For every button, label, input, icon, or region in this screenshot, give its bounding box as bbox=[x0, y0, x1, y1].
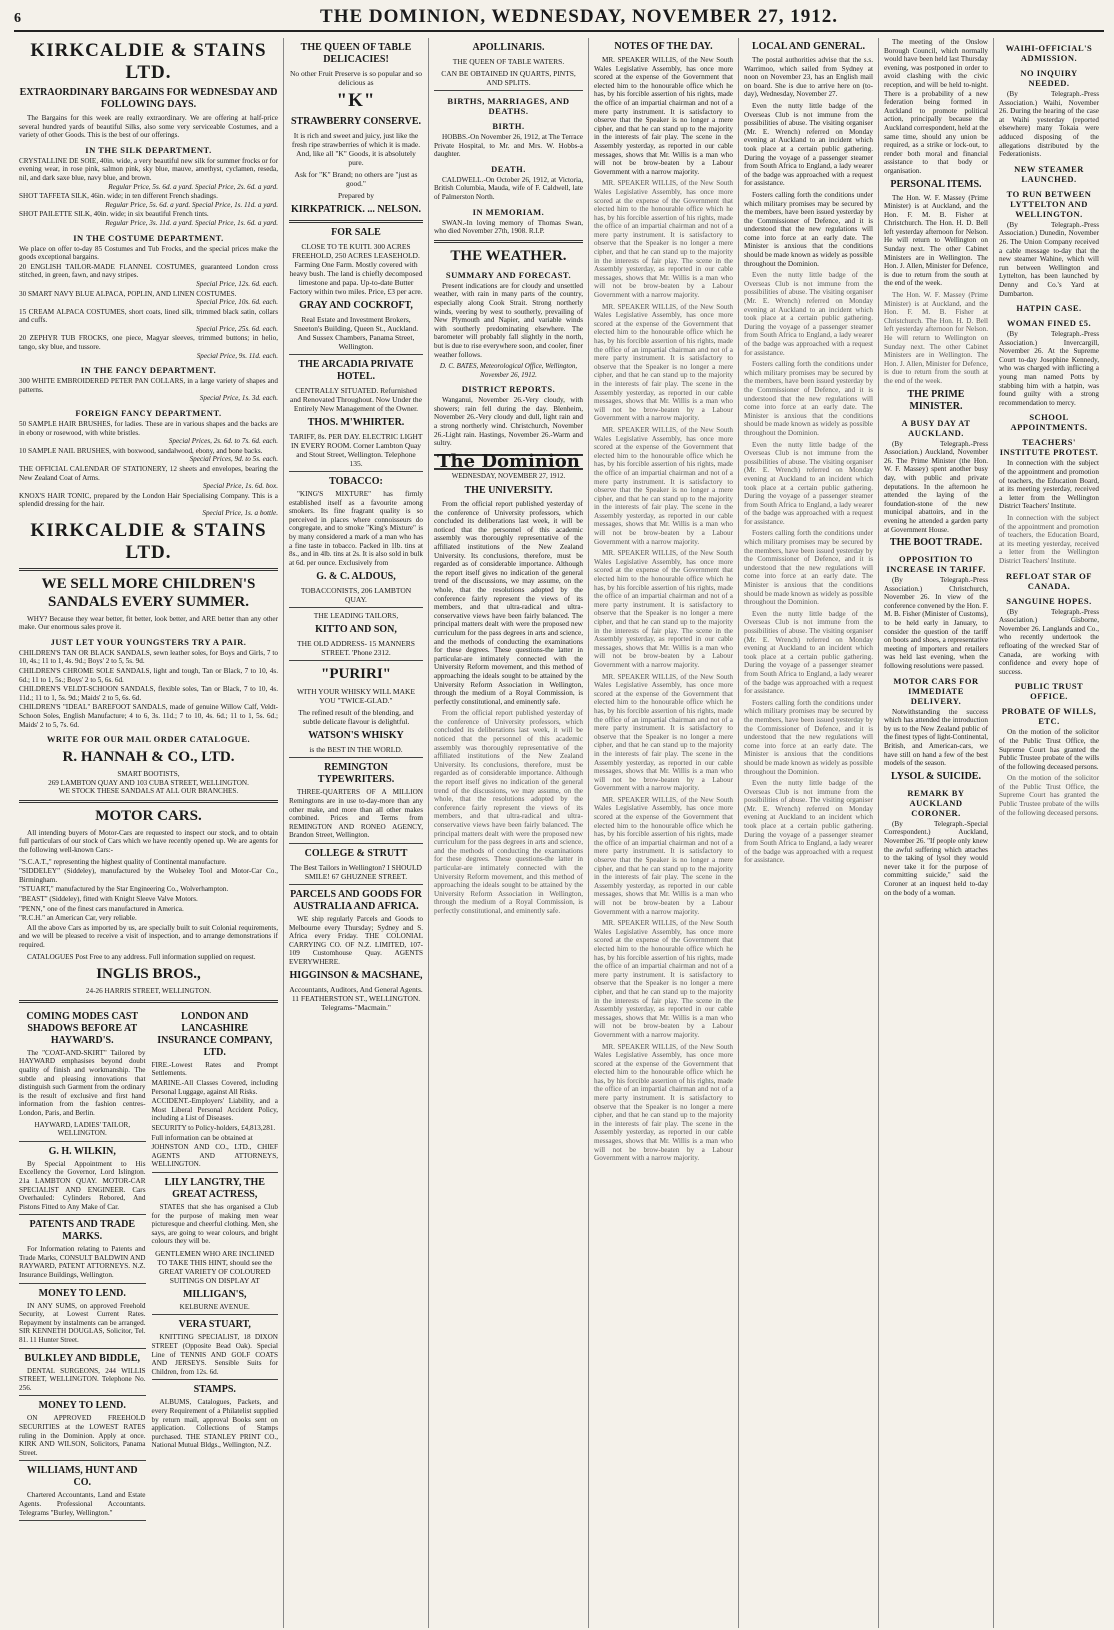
tailors-title: THE LEADING TAILORS, bbox=[313, 611, 399, 621]
inglis-name: INGLIS BROS., bbox=[96, 966, 201, 983]
product-price: Special Price, 12s. 6d. each. bbox=[196, 279, 278, 288]
weather-sub: SUMMARY AND FORECAST. bbox=[445, 269, 572, 280]
list-item: FIRE.-Lowest Rates and Prompt Settlements. bbox=[151, 1060, 278, 1078]
hannah-sub: SMART BOOTISTS, bbox=[117, 770, 180, 779]
product-price: Special Prices, 9d. to 5s. each. bbox=[189, 455, 278, 464]
product-description: KNOX'S HAIR TONIC, prepared by the London Hair Specialising Company. This is a splendid dressing for the hair. bbox=[19, 491, 278, 509]
divider bbox=[19, 1395, 146, 1396]
higginson-body: Accountants, Auditors, And General Agents. 11 FEATHERSTON ST., WELLINGTON. Telegrams-"Macmain." bbox=[289, 985, 423, 1013]
apollinaris-title: APOLLINARIS. bbox=[472, 42, 545, 53]
lysol-body: (By Telegraph.-Special Correspondent.) Auckland, November 26. "If people only knew the awful suffering which attaches to the taking of lysol they would never take it for the purpose of committing suicide," said the Coroner at an inquest held to-day on the body of a woman. bbox=[884, 819, 988, 897]
paper-nameplate: The Dominion bbox=[434, 454, 583, 471]
list-item: CHILDREN'S "IDEAL" BAREFOOT SANDALS, made of genuine Willow Calf, Veldt-Schoon Soles, English Manufacture; 4 to 6, 3s. 11d.; 7 to 10, 4s. 6d.; 11 to 1, 5s. 6d.; Maids' 2 to 5, 7s. 6d. bbox=[19, 703, 278, 729]
product-item bbox=[19, 447, 278, 464]
list-item: CHILDREN'S VELDT-SCHOON SANDALS, flexible soles, Tan or Black, 7 to 10, 4s. 11d.; 11 to 1, 5s. 9d.; Maids' 2 to 5, 6s. 6d. bbox=[19, 685, 278, 702]
higginson-name: HIGGINSON & MACSHANE, bbox=[289, 970, 423, 982]
sale-title: FOR SALE bbox=[331, 227, 381, 238]
london-title: LONDON AND LANCASHIRE INSURANCE COMPANY, LTD. bbox=[157, 1010, 273, 1058]
list-item: CHILDREN'S CHROME SOLE SANDALS, light and tough, Tan or Black, 7 to 10, 4s. 6d.; 11 to 1, 5s.; Boys' 2 to 5, 6s. 6d. bbox=[19, 666, 278, 684]
product-description: 30 SMART NAVY BLUE ALPACA, POPLIN, AND LINEN COSTUMES. bbox=[19, 289, 237, 298]
list-item: "R.C.H." an American Car, very reliable. bbox=[19, 914, 137, 923]
waihi-body: (By Telegraph.-Press Association.) Waihi, November 26. During the hearing of the case at Waihi yesterday (reported elsewhere) many Tokaia were adduced disposing of the allegations distributed by the Federationists. bbox=[999, 90, 1099, 159]
divider bbox=[152, 1379, 279, 1380]
foreign-items bbox=[19, 420, 278, 518]
list-item: Full information can be obtained at bbox=[151, 1133, 253, 1142]
local-body-cont5: Even the nutty little badge of the Overseas Club is not immune from the possibilities of abuse. The visiting organiser (Mr. E. Wrench) referred on Monday evening at Auckland to an incident which took place at a certain public gathering. During the voyage of a passenger steamer from South Africa to England, a lady wearer of the badge was approached with a request for assistance. bbox=[744, 609, 873, 696]
onslow-body: The meeting of the Onslow Borough Council, which normally would have been held last Thursday evening, was postponed in order to avoid clashing with the civic reception, and will be held to-night. There is a probability of a new federation being formed in Auckland to promote political action, principally because the Auckland correspondent, held at the same time, should any union be required, as a strike or lock-out, to render both moral and financial assistance to that body or organisation. bbox=[884, 38, 988, 175]
bmd-heading: BIRTHS, MARRIAGES, AND DEATHS. bbox=[447, 96, 570, 116]
gray-body: Real Estate and Investment Brokers, Sneeton's Building, Queen St., Auckland. And Sussex Chambers, Panama Street, Wellington. bbox=[293, 315, 419, 351]
remington-body: THREE-QUARTERS OF A MILLION Remingtons are in use to-day-more than any other make, and more than all other makes combined. Prices and Terms from REMINGTON AND RONEO AGENCY, Brandon Street, Wellington. bbox=[289, 788, 423, 840]
memoriam-notice: SWAN.-In loving memory of Thomas Swan, who died November 27th, 1908. R.I.P. bbox=[434, 218, 583, 236]
list-item: CHILDREN'S TAN OR BLACK SANDALS, sewn leather soles, for Boys and Girls, 7 to 10, 4s.; 11 to 1, 4s. 9d.; Boys' 2 to 5, 5s. 9d. bbox=[19, 648, 278, 666]
divider bbox=[289, 884, 423, 885]
product-description: 300 WHITE EMBROIDERED PETER PAN COLLARS, in a large variety of shapes and patterns. bbox=[19, 377, 278, 394]
product-description: SHOT TAFFETA SILK, 46in. wide; in ten different French shadings. bbox=[19, 192, 218, 201]
small-ads-left bbox=[19, 1007, 146, 1524]
university-heading: THE UNIVERSITY. bbox=[464, 485, 553, 497]
milligan-name: MILLIGAN'S, bbox=[182, 1288, 247, 1300]
list-item: "BEAST" (Siddeley), fitted with Knight Sleeve Valve Motors. bbox=[19, 895, 198, 904]
kitto-address: THE OLD ADDRESS- 15 MANNERS STREET. 'Phone 2312. bbox=[297, 639, 415, 658]
product-description: 15 CREAM ALPACA COSTUMES, short coats, lined silk, trimmed black satin, collars and cuffs. bbox=[19, 307, 278, 325]
canada-heading: REFLOAT STAR OF CANADA. bbox=[1006, 570, 1092, 591]
local-body-2: Even the nutty little badge of the Overseas Club is not immune from the possibilities of abuse. The visiting organiser (Mr. E. Wrench) referred on Monday evening at Auckland to an incident which took place at a certain public gathering. During the voyage of a passenger steamer from South Africa to England, a lady wearer of the badge was approached with a request for assistance. bbox=[744, 101, 873, 188]
product-item bbox=[19, 465, 278, 491]
vera-body: KNITTING SPECIALIST, 18 DIXON STREET (Opposite Bead Oak). Special Line of TENNIS AND GOLF COATS AND JERSEYS. Sensible Suits for Children, from 12s. 6d. bbox=[151, 1333, 278, 1376]
puriri-note: The refined result of the blending, and subtle delicate flavour is delightful. bbox=[298, 708, 414, 727]
notes-body-cont7: MR. SPEAKER WILLIS, of the New South Wales Legislative Assembly, has once more scored at the expense of the Government that elected him to the honourable office which he has, by his forcible assertion of his rights, made the office of an impartial chairman and not of a mere party instrument. It is satisfactory to observe that the Speaker is no longer a mere cipher, and that he can stand up to the majority in the interests of fair play. The scene in the Assembly yesterday, as reported in our cable messages, shows that Mr. Willis is a man who will not be brow-beaten by a Labour Government with a narrow majority. bbox=[594, 919, 733, 1039]
trust-body-cont: On the motion of the solicitor of the Public Trust Office, the Supreme Court has granted the Public Trustee probate of the wills of the following deceased persons. bbox=[999, 774, 1099, 817]
divider bbox=[19, 1283, 146, 1284]
steamer-heading: NEW STEAMER LAUNCHED. bbox=[1014, 163, 1084, 184]
personal-body: The Hon. W. F. Massey (Prime Minister) is at Auckland, and the Hon. F. M. B. Fisher at Christchurch. The Hon. H. D. Bell left yesterday afternoon for Nelson. He will return to Wellington on Sunday next. The other Cabinet Ministers are in Wellington. The Hon. J. Allen, Minister for Defence, is due to return from the south at the end of the week. bbox=[884, 193, 988, 288]
k-product: STRAWBERRY CONSERVE. bbox=[290, 116, 422, 127]
small-ad-title: WILLIAMS, HUNT AND CO. bbox=[26, 1465, 138, 1489]
lysol-sub: REMARK BY AUCKLAND CORONER. bbox=[907, 787, 965, 818]
small-ad-sign: HAYWARD, LADIES' TAILOR, WELLINGTON. bbox=[34, 1120, 131, 1138]
product-item bbox=[19, 157, 278, 191]
university-body: From the official report published yesterday of the conference of University professors, which concluded its deliberations last week, it will be noticed that the personnel of this academic assembly was thoroughly representative of the affiliated institutions of the New Zealand University. Its conclusions, therefore, must be regarded as of considerable importance. Although the report itself gives no indication of the general trend of the discussions, we may assume, on the whole, that the resolutions adopted by the conference fairly represent the views of its members, and that ultra-radical and ultra-conservative views have been fairly balanced. The principal matters dealt with were the proposed new curriculum for the pass degrees in arts and science, and the methods of conducting the examinations for these degrees. These questions-the latter in particular-are intimately connected with the University Reform movement, and this method of approaching the ideals sought to be attained by the University Reform Association in Wellington, through the medium of a Royal Commission, is perfectly constitutional, and eminently safe. bbox=[434, 500, 583, 706]
vera-name: VERA STUART, bbox=[178, 1319, 251, 1331]
column-4 bbox=[589, 38, 739, 1628]
costume-dept-heading: IN THE COSTUME DEPARTMENT. bbox=[73, 232, 224, 243]
puriri-title: "PURIRI" bbox=[321, 666, 391, 683]
bargains-intro: The Bargains for this week are really extraordinary. We are offering at half-price several hundred yards of beautiful Silks, also some very serviceable Costumes, and a variety of other Goods. This is the best of our offerings. bbox=[19, 114, 278, 140]
watsons-body: is the BEST IN THE WORLD. bbox=[309, 745, 403, 755]
tobacco-title: TOBACCO: bbox=[329, 476, 383, 487]
memoriam-heading: IN MEMORIAM. bbox=[472, 206, 545, 217]
apollinaris-body: CAN BE OBTAINED IN QUARTS, PINTS, AND SPLITS. bbox=[441, 69, 576, 87]
tobacco-body: "KING'S MIXTURE" has firmly established itself as a favourite among smokers. Its fine fragrant quality is so perceived in places where connoisseurs do congregate, and to smoke "King's Mixture" is by many considered a mark of a man who has a fine taste in tobacco. Packed in 1lb. tins at 8s., and in 4lb. tins at 2s. It is also sold in bulk at 6d. per ounce. Exclusively from bbox=[289, 490, 423, 567]
product-price: Special Price, 25s. 6d. each. bbox=[196, 324, 278, 333]
product-item bbox=[19, 245, 278, 262]
columns bbox=[14, 38, 1104, 1628]
aldous-address: TOBACCONISTS, 206 LAMBTON QUAY. bbox=[300, 586, 412, 605]
divider bbox=[289, 220, 423, 223]
lysol-heading: LYSOL & SUICIDE. bbox=[891, 770, 981, 782]
motor-delivery-body: Notwithstanding the success which has attended the introduction by us to the New Zealand public of the finest types of light-Continental, British, and American-cars, we have still on hand a few of the best models of the season. bbox=[884, 707, 989, 768]
small-ad-body: Chartered Accountants, Land and Estate Agents. Professional Accountants. Telegrams "Burley, Wellington." bbox=[19, 1491, 146, 1517]
product-item bbox=[19, 308, 278, 334]
motor-footer: All the above Cars as imported by us, are specially built to suit Colonial requirements, and we will be pleased to receive a visit of inspection, and to arrange demonstrations if required. bbox=[19, 923, 278, 949]
product-price: Special Prices, 2s. 6d. to 7s. 6d. each. bbox=[168, 437, 278, 446]
product-price: Regular Price, 3s. 11d. a yard. Special Price, 1s. 6d. a yard. bbox=[105, 218, 278, 227]
steamer-body: (By Telegraph.-Press Association.) Dunedin, November 26. The Union Company received a cable message to-day that the new steamer Wahine, which will run between Wellington and Lyttelton, has been launched by Denny and Co.'s Yard at Dumbarton. bbox=[999, 220, 1099, 298]
school-heading: SCHOOL APPOINTMENTS. bbox=[1010, 412, 1088, 433]
notes-body-cont8: MR. SPEAKER WILLIS, of the New South Wales Legislative Assembly, has once more scored at the expense of the Government that elected him to the honourable office which he has, by his forcible assertion of his rights, made the office of an impartial chairman and not of a mere party instrument. It is satisfactory to observe that the Speaker is no longer a mere cipher, and that he can stand up to the majority in the interests of fair play. The scene in the Assembly yesterday, as reported in our cable messages, shows that Mr. Willis is a man who will not be brow-beaten by a Labour Government with a narrow majority. bbox=[594, 1042, 733, 1163]
notes-body-cont2: MR. SPEAKER WILLIS, of the New South Wales Legislative Assembly, has once more scored at the expense of the Government that elected him to the honourable office which he has, by his forcible assertion of his rights, made the office of an impartial chairman and not of a mere party instrument. It is satisfactory to observe that the Speaker is no longer a mere cipher, and that he can stand up to the majority in the interests of fair play. The scene in the Assembly yesterday, as reported in our cable messages, shows that Mr. Willis is a man who will not be brow-beaten by a Labour Government with a narrow majority. bbox=[594, 302, 733, 423]
hannah-stock: WE STOCK THESE SANDALS AT ALL OUR BRANCHES. bbox=[58, 787, 239, 796]
arcadia-title: THE ARCADIA PRIVATE HOTEL. bbox=[298, 359, 414, 382]
birth-heading: BIRTH. bbox=[492, 121, 525, 131]
product-price: Special Price, 10s. 6d. each. bbox=[196, 298, 278, 307]
divider bbox=[19, 1000, 278, 1003]
hannah-name: R. HANNAH & CO., LTD. bbox=[62, 749, 235, 766]
product-description: 20 ENGLISH TAILOR-MADE FLANNEL COSTUMES, guaranteed London cross stitched, in green, fawn, and navy stripes. bbox=[19, 262, 278, 280]
local-body: The postal authorities advise that the s.s. Warrimoo, which sailed from Sydney at noon on November 23, has an English mail on board. She is due to arrive here on (to-day), Wednesday, November 27. bbox=[744, 56, 873, 99]
divider bbox=[289, 354, 423, 355]
mail-order: WRITE FOR OUR MAIL ORDER CATALOGUE. bbox=[46, 734, 251, 745]
notes-body-cont4: MR. SPEAKER WILLIS, of the New South Wales Legislative Assembly, has once more scored at the expense of the Government that elected him to the honourable office which he has, by his forcible assertion of his rights, made the office of an impartial chairman and not of a mere party instrument. It is satisfactory to observe that the Speaker is no longer a mere cipher, and that he can stand up to the majority in the interests of fair play. The scene in the Assembly yesterday, as reported in our cable messages, shows that Mr. Willis is a man who will not be brow-beaten by a Labour Government with a narrow majority. bbox=[594, 549, 733, 669]
stamps-body: ALBUMS, Catalogues, Packets, and every Requirement of a Philatelist supplied by return mail, approval Books sent on application. Collections of Stamps purchased. THE STANLEY PRINT CO., National Mutual Bldgs., Wellington, N.Z. bbox=[151, 1398, 278, 1450]
prime-body: (By Telegraph.-Press Association.) Auckland, November 26. The Prime Minister (the Hon. W. F. Massey) spent another busy day, with public and private deputations. In the afternoon he attended the laying of the foundation-stone of the new municipal abattoirs, and in the evening he attended a garden party at Government House. bbox=[884, 439, 988, 534]
notes-body-cont: MR. SPEAKER WILLIS, of the New South Wales Legislative Assembly, has once more scored at the expense of the Government that elected him to the honourable office which he has, by his forcible assertion of his rights, made the office of an impartial chairman and not of a mere party instrument. It is satisfactory to observe that the Speaker is no longer a mere cipher, and that he can stand up to the majority in the interests of fair play. The scene in the Assembly yesterday, as reported in our cable messages, shows that Mr. Willis is a man who will not be brow-beaten by a Labour Government with a narrow majority. bbox=[594, 179, 733, 300]
lily-body: STATES that she has organised a Club for the purpose of making men wear picturesque and cheerful clothing. Men, she says, are going to wear colours, and bright colours they will be. bbox=[151, 1202, 278, 1246]
weather-heading: THE WEATHER. bbox=[450, 247, 567, 264]
sandals-tag: JUST LET YOUR YOUNGSTERS TRY A PAIR. bbox=[50, 636, 247, 647]
list-item: SECURITY to Policy-holders, £4,813,281. bbox=[151, 1123, 276, 1132]
motor-catalogues: CATALOGUES Post Free to any address. Full information supplied on request. bbox=[27, 952, 256, 961]
personal-heading: PERSONAL ITEMS. bbox=[890, 178, 982, 190]
trust-heading: PUBLIC TRUST OFFICE. bbox=[1014, 681, 1084, 702]
trust-body: On the motion of the solicitor of the Public Trust Office, the Supreme Court has granted the Public Trustee probate of the wills of the following deceased persons. bbox=[999, 728, 1099, 771]
k-ask: Ask for "K" Brand; no others are "just as good." bbox=[294, 170, 418, 188]
kitto-name: KITTO AND SON, bbox=[315, 624, 397, 636]
canada-sub: SANGUINE HOPES. bbox=[1006, 595, 1092, 606]
product-item bbox=[19, 334, 278, 360]
bargains-heading: EXTRAORDINARY BARGAINS FOR WEDNESDAY AND FOLLOWING DAYS. bbox=[19, 87, 278, 110]
silk-items bbox=[19, 157, 278, 228]
paper-date: WEDNESDAY, NOVEMBER 27, 1912. bbox=[451, 472, 566, 481]
small-ads-right bbox=[152, 1007, 279, 1524]
sale-body: CLOSE TO TE KUITI. 300 ACRES FREEHOLD, 250 ACRES LEASEHOLD. Farming One Farm. Mostly covered with heavy bush. The land is chiefly decomposed limestone and papa. Up-to-date Butter Factory within two miles. Price, £3 per acre. bbox=[289, 242, 423, 296]
notes-heading: NOTES OF THE DAY. bbox=[614, 41, 713, 52]
local-body-cont7: Even the nutty little badge of the Overseas Club is not immune from the possibilities of abuse. The visiting organiser (Mr. E. Wrench) referred on Monday evening at Auckland to an incident which took place at a certain public gathering. During the voyage of a passenger steamer from South Africa to England, a lady wearer of the badge was approached with a request for assistance. bbox=[744, 779, 873, 865]
divider bbox=[19, 1214, 146, 1215]
steamer-sub: TO RUN BETWEEN LYTTELTON AND WELLINGTON. bbox=[1006, 188, 1092, 219]
small-ad-title: COMING MODES CAST SHADOWS BEFORE AT HAYWARD'S. bbox=[26, 1010, 139, 1046]
divider bbox=[19, 1520, 146, 1521]
product-item bbox=[19, 290, 278, 307]
local-body-cont3: Even the nutty little badge of the Overseas Club is not immune from the possibilities of abuse. The visiting organiser (Mr. E. Wrench) referred on Monday evening at Auckland to an incident which took place at a certain public gathering. During the voyage of a passenger steamer from South Africa to England, a lady wearer of the badge was approached with a request for assistance. bbox=[744, 440, 873, 526]
list-item: "SIDDELEY" (Siddeley), manufactured by the Wolseley Tool and Motor-Car Co., Birmingham. bbox=[19, 867, 278, 884]
watsons-title: WATSON'S WHISKY bbox=[308, 730, 404, 742]
list-item: "S.C.A.T.," representing the highest quality of Continental manufacture. bbox=[19, 857, 227, 866]
gentlemen-text: GENTLEMEN WHO ARE INCLINED TO TAKE THIS HINT, should see the GREAT VARIETY OF COLOURED SUITINGS ON DISPLAY AT bbox=[155, 1248, 275, 1285]
product-description: SHOT PAILETTE SILK, 40in. wide; in six beautiful French tints. bbox=[19, 210, 209, 219]
hatpin-sub: WOMAN FINED £5. bbox=[1006, 318, 1092, 329]
arcadia-owner: THOS. M'WHIRTER. bbox=[307, 417, 405, 428]
notes-body-cont6: MR. SPEAKER WILLIS, of the New South Wales Legislative Assembly, has once more scored at the expense of the Government that elected him to the honourable office which he has, by his forcible assertion of his rights, made the office of an impartial chairman and not of a mere party instrument. It is satisfactory to observe that the Speaker is no longer a mere cipher, and that he can stand up to the majority in the interests of fair play. The scene in the Assembly yesterday, as reported in our cable messages, shows that Mr. Willis is a man who will not be brow-beaten by a Labour Government with a narrow majority. bbox=[594, 795, 733, 916]
arcadia-tariff: TARIFF, 8s. PER DAY. ELECTRIC LIGHT IN EVERY ROOM. Corner Lambton Quay and Stout Street, Wellington. Telephone 135. bbox=[289, 432, 423, 468]
small-ad-body: For Information relating to Patents and Trade Marks, CONSULT BALDWIN AND RAYWARD, PATENT ATTORNEYS. N.Z. Insurance Buildings, Wellington. bbox=[19, 1245, 146, 1280]
strutt-name: COLLEGE & STRUTT bbox=[304, 847, 408, 859]
product-description: 50 SAMPLE HAIR BRUSHES, for ladies. These are in various shapes and the backs are in ebony or rosewood, with white bristles. bbox=[19, 420, 278, 437]
small-ad-body: IN ANY SUMS, on approved Freehold Security, at Lowest Current Rates. Repayment by instalments can be arranged. SIR KENNETH DOUGLAS, Solicitor, Tel. 81. 11 Hunter Street. bbox=[19, 1301, 146, 1345]
column-2 bbox=[284, 38, 429, 1628]
foreign-dept-heading: FOREIGN FANCY DEPARTMENT. bbox=[75, 408, 222, 419]
product-item bbox=[19, 263, 278, 289]
local-body-cont2: Fosters calling forth the conditions under which military promises may be secured by the members, have been issued yesterday by the Commissioner of Defence, and it is understood that the new regulations will come into force at an early date. The Minister is anxious that the conditions should be made known as widely as possible throughout the Dominion. bbox=[744, 360, 873, 437]
lily-title: LILY LANGTRY, THE GREAT ACTRESS, bbox=[164, 1176, 265, 1200]
personal-body-cont: The Hon. W. F. Massey (Prime Minister) is at Auckland, and the Hon. F. M. B. Fisher at Christchurch. The Hon. H. D. Bell left yesterday afternoon for Nelson. He will return to Wellington on Sunday next. The other Cabinet Ministers are in Wellington. The Hon. J. Allen, Minister for Defence, is due to return from the south at the end of the week. bbox=[884, 291, 988, 385]
newspaper-title: THE DOMINION, WEDNESDAY, NOVEMBER 27, 1912. bbox=[320, 6, 838, 27]
small-ad-title: MONEY TO LEND. bbox=[38, 1287, 126, 1299]
local-body-cont6: Fosters calling forth the conditions under which military promises may be secured by the members, have been issued yesterday by the Commissioner of Defence, and it is understood that the new regulations will come into force at an early date. The Minister is anxious that the conditions should be made known as widely as possible throughout the Dominion. bbox=[744, 698, 873, 776]
aldous-name: G. & C. ALDOUS, bbox=[316, 571, 396, 583]
district-heading: DISTRICT REPORTS. bbox=[461, 384, 556, 395]
motor-heading: MOTOR CARS. bbox=[95, 807, 202, 824]
product-description: 20 ZEPHYR TUB FROCKS, one piece, Magyar sleeves, trimmed buttons; in helio, tango, sky blue, and tussore. bbox=[19, 334, 278, 352]
small-ad-title: PATENTS AND TRADE MARKS. bbox=[29, 1219, 136, 1243]
product-price: Special Price, 1s. 6d. box. bbox=[202, 482, 278, 491]
strutt-body: The Best Tailors in Wellington? I SHOULD SMILE! 67 GHUZNEE STREET. bbox=[290, 862, 422, 881]
inglis-address: 24-26 HARRIS STREET, WELLINGTON. bbox=[85, 987, 212, 996]
fancy-items bbox=[19, 377, 278, 403]
product-item bbox=[19, 420, 278, 446]
product-item bbox=[19, 210, 278, 227]
divider bbox=[152, 1172, 279, 1173]
divider bbox=[19, 1460, 146, 1461]
small-ad-body: DENTAL SURGEONS, 244 WILLIS STREET, WELLINGTON. Telephone No. 256. bbox=[19, 1366, 146, 1392]
list-item: MARINE.-All Classes Covered, including Personal Luggage, against All Risks. bbox=[151, 1078, 278, 1096]
boot-body: (By Telegraph.-Press Association.) Christchurch, November 26. In view of the conference convened by the Hon. F. M. B. Fisher (Minister of Customs), to be held early in January, to consider the question of the tariff on boots and shoes, a representative meeting of importers and retailers was held last evening, when the following resolutions were passed. bbox=[884, 576, 988, 671]
column-6 bbox=[879, 38, 994, 1628]
school-body: In connection with the subject of the appointment and promotion of teachers, the Education Board, at its meeting yesterday, received a letter from the Wellington District Teachers' Institute. bbox=[999, 459, 1099, 511]
product-item bbox=[19, 192, 278, 209]
masthead bbox=[14, 6, 1104, 32]
motor-intro: All intending buyers of Motor-Cars are requested to inspect our stock, and to obtain full particulars of our stock of Cars which we have recently opened up. We are agents for the following well-known Cars:- bbox=[19, 828, 278, 855]
parcels-title: PARCELS AND GOODS FOR AUSTRALIA AND AFRICA. bbox=[290, 888, 422, 912]
notes-body: MR. SPEAKER WILLIS, of the New South Wales Legislative Assembly, has once more scored at the expense of the Government that elected him to the honourable office which he has, by his forcible assertion of his rights, made the office of an impartial chairman and not of a mere party instrument. It is satisfactory to observe that the Speaker is no longer a mere cipher, and that he can stand up to the majority in the interests of fair play. The scene in the Assembly yesterday, as reported in our cable messages, shows that Mr. Willis is a man who will not be brow-beaten by a Labour Government with a narrow majority. bbox=[594, 56, 733, 176]
divider bbox=[289, 843, 423, 844]
divider bbox=[289, 757, 423, 758]
remington-title: REMINGTON TYPEWRITERS. bbox=[317, 762, 395, 786]
divider bbox=[19, 568, 278, 571]
death-notice: CALDWELL.-On October 26, 1912, at Victoria, British Columbia, Mauda, wife of F. Caldwell, late of Palmerston North. bbox=[434, 175, 583, 201]
list-item: JOHNSTON AND CO., LTD., CHIEF AGENTS AND ATTORNEYS, WELLINGTON. bbox=[151, 1143, 278, 1169]
weather-sign: D. C. BATES, Meteorological Office, Wellington, November 26, 1912. bbox=[439, 362, 578, 379]
university-body-cont: From the official report published yesterday of the conference of University professors, which concluded its deliberations last week, it will be noticed that the personnel of this academic assembly was thoroughly representative of the affiliated institutions of the New Zealand University. Its conclusions, therefore, must be regarded as of considerable importance. Although the report itself gives no indication of the general trend of the discussions, we may assume, on the whole, that the resolutions adopted by the conference fairly represent the views of its members, and that ultra-radical and ultra-conservative views have been fairly balanced. The principal matters dealt with were the proposed new curriculum for the pass degrees in arts and science, and the methods of conducting the examinations for these degrees. These questions-the latter in particular-are intimately connected with the University Reform movement, and this method of approaching the ideals sought to be attained by the University Reform Association in Wellington, through the medium of a Royal Commission, is perfectly constitutional, and eminently safe. bbox=[434, 709, 583, 915]
school-body-cont: In connection with the subject of the appointment and promotion of teachers, the Education Board, at its meeting yesterday, received a letter from the Wellington District Teachers' Institute. bbox=[999, 514, 1099, 565]
product-price: Special Price, 9s. 11d. each. bbox=[196, 351, 278, 360]
small-ad-body: ON APPROVED FREEHOLD SECURITIES at the LOWEST RATES ruling in the Dominion. Apply at once. KIRK AND WILSON, Solicitors, Panama Street. bbox=[19, 1414, 146, 1457]
queen-body: No other Fruit Preserve is so popular and so delicious as bbox=[289, 69, 423, 87]
trust-sub: PROBATE OF WILLS, ETC. bbox=[1001, 706, 1097, 727]
arcadia-body: CENTRALLY SITUATED. Refurnished and Renovated Throughout. Now Under the Entirely New Management of the Owner. bbox=[290, 386, 422, 413]
small-ad-title: G. H. WILKIN, bbox=[48, 1145, 116, 1157]
costume-items bbox=[19, 245, 278, 361]
waihi-sub: NO INQUIRY NEEDED. bbox=[1020, 68, 1078, 88]
divider bbox=[19, 1348, 146, 1349]
k-maker: KIRKPATRICK. ... NELSON. bbox=[291, 204, 421, 215]
hatpin-body: (By Telegraph.-Press Association.) Invercargill, November 26. At the Supreme Court to-day Josephine Kennedy, who was charged with inflicting a young man named Potts by stabbing him with a hatpin, was found guilty with a strong recommendation to mercy. bbox=[999, 330, 1099, 407]
district-body: Wanganui, November 26.-Very cloudy, with showers; rain fell during the day. Blenheim, November 26.-Very cloudy and dull, light rain and a strong northerly wind. Christchurch, November 26.-Light rain. Hastings, November 26.-Warm and sultry. bbox=[434, 396, 583, 448]
apollinaris-sub: THE QUEEN OF TABLE WATERS. bbox=[452, 57, 565, 66]
weather-body: Present indications are for cloudy and unsettled weather, with rain in many parts of the country, especially along Cook Strait. Strong northerly winds, veering by west to southerly, prevailing of New Plymouth and Napier, and variable winds with southerly predominating elsewhere. The barometer will probably fall slightly in the north, but is due to rise everywhere soon, and cooler, finer weather follows. bbox=[434, 281, 583, 359]
k-prepared: Prepared by bbox=[337, 191, 375, 200]
motor-cars bbox=[19, 858, 278, 923]
column-1 bbox=[14, 38, 284, 1628]
stamps-title: STAMPS. bbox=[193, 1384, 236, 1396]
list-item: "PENN," one of the finest cars manufactured in America. bbox=[19, 904, 184, 913]
k-brand: "K" bbox=[336, 90, 376, 111]
list-item: ACCIDENT.-Employers' Liability, and a Most Liberal Personal Accident Policy, including a List of Diseases. bbox=[151, 1097, 278, 1123]
divider bbox=[434, 240, 583, 243]
small-ad-title: BULKLEY AND BIDDLE, bbox=[24, 1352, 140, 1364]
product-description: CRYSTALLINE DE SOIE, 40in. wide, a very beautiful new silk for summer frocks or for evening wear, in rose pink, salmon pink, sky blue, mauve, amethyst, cyclamen, reseda, nil, and dark saxe blue, navy blue, and brown. bbox=[19, 156, 278, 182]
boot-heading: THE BOOT TRADE. bbox=[889, 537, 983, 549]
product-item bbox=[19, 492, 278, 518]
local-body-3: Fosters calling forth the conditions under which military promises may be secured by the members, have been issued yesterday by the Commissioner of Defence, and it is understood that the new regulations will come into force at an early date. The Minister is anxious that the conditions should be made known as widely as possible throughout the Dominion. bbox=[744, 190, 873, 268]
silk-dept-heading: IN THE SILK DEPARTMENT. bbox=[85, 144, 212, 155]
product-price: Regular Price, 5s. 6d. a yard. Special Price, 1s. 11d. a yard. bbox=[105, 200, 278, 209]
column-7 bbox=[994, 38, 1104, 1628]
divider bbox=[19, 1141, 146, 1142]
divider bbox=[289, 660, 423, 661]
gray-name: GRAY AND COCKROFT, bbox=[299, 300, 413, 311]
queen-title: THE QUEEN OF TABLE DELICACIES! bbox=[300, 42, 412, 65]
product-description: We place on offer to-day 85 Costumes and Tub Frocks, and the special prices make the goods exceptional bargains. bbox=[19, 244, 278, 262]
page-number: 6 bbox=[14, 11, 21, 26]
small-ad-title: MONEY TO LEND. bbox=[38, 1400, 126, 1412]
sandals-why: WHY? Because they wear better, fit better, look better, and ARE better than any other make. Our enormous sales prove it. bbox=[19, 614, 278, 632]
product-price: Regular Price, 5s. 6d. a yard. Special Price, 2s. 6d. a yard. bbox=[108, 182, 278, 191]
birth-notice: HOBBS.-On November 26, 1912, at The Terrace Private Hospital, to Mr. and Mrs. W. Hobbs-a daughter. bbox=[434, 133, 583, 159]
puriri-body: WITH YOUR WHISKY WILL MAKE YOU "TWICE-GLAD." bbox=[296, 687, 416, 706]
waihi-heading: WAIHI-OFFICIAL'S ADMISSION. bbox=[1005, 43, 1093, 63]
sandal-lines bbox=[19, 649, 278, 729]
divider bbox=[434, 90, 583, 91]
divider bbox=[19, 800, 278, 803]
product-description: 10 SAMPLE NAIL BRUSHES, with boxwood, sandalwood, ebony, and bone backs. bbox=[19, 446, 263, 455]
column-5 bbox=[739, 38, 879, 1628]
boot-sub: OPPOSITION TO INCREASE IN TARIFF. bbox=[886, 554, 986, 575]
kirkcaldie-footer: KIRKCALDIE & STAINS LTD. bbox=[30, 519, 267, 563]
hatpin-heading: HATPIN CASE. bbox=[1016, 303, 1082, 314]
milligan-address: KELBURNE AVENUE. bbox=[179, 1302, 250, 1311]
prime-heading: THE PRIME MINISTER. bbox=[907, 388, 965, 412]
fancy-dept-heading: IN THE FANCY DEPARTMENT. bbox=[80, 365, 217, 376]
sandals-heading: WE SELL MORE CHILDREN'S SANDALS EVERY SUMMER. bbox=[41, 575, 256, 610]
product-description: THE OFFICIAL CALENDAR OF STATIONERY, 12 sheets and envelopes, bearing the New Zealand Coat of Arms. bbox=[19, 465, 278, 482]
product-item bbox=[19, 377, 278, 403]
divider bbox=[152, 1314, 279, 1315]
hannah-address: 269 LAMBTON QUAY AND 103 CUBA STREET, WELLINGTON. bbox=[48, 778, 249, 787]
notes-body-cont3: MR. SPEAKER WILLIS, of the New South Wales Legislative Assembly, has once more scored at the expense of the Government that elected him to the honourable office which he has, by his forcible assertion of his rights, made the office of an impartial chairman and not of a mere party instrument. It is satisfactory to observe that the Speaker is no longer a mere cipher, and that he can stand up to the majority in the interests of fair play. The scene in the Assembly yesterday, as reported in our cable messages, shows that Mr. Willis is a man who will not be brow-beaten by a Labour Government with a narrow majority. bbox=[594, 425, 733, 546]
product-price: Special Price, 1s. a bottle. bbox=[202, 508, 278, 517]
school-sub: TEACHERS' INSTITUTE PROTEST. bbox=[999, 437, 1099, 458]
divider bbox=[289, 607, 423, 608]
divider bbox=[289, 471, 423, 472]
canada-body: (By Telegraph.-Press Association.) Gisborne, November 26. Langlands and Co., who recently undertook the refloating of the wrecked Star of Canada, are working with confidence and every hope of success. bbox=[999, 607, 1099, 676]
motor-delivery-heading: MOTOR CARS FOR IMMEDIATE DELIVERY. bbox=[893, 675, 979, 706]
product-price: Special Price, 1s. 3d. each. bbox=[199, 394, 278, 403]
small-ads-block bbox=[19, 1007, 278, 1524]
kirkcaldie-header: KIRKCALDIE & STAINS LTD. bbox=[30, 40, 267, 83]
prime-sub: A BUSY DAY AT AUCKLAND. bbox=[901, 417, 971, 438]
k-body: It is rich and sweet and juicy, just like the fresh ripe strawberries of which it is made. And, like all "K" Goods, it is absolutely pure. bbox=[291, 131, 421, 167]
small-ad-body: The "COAT-AND-SKIRT" Tailored by HAYWARD emphasises beyond doubt quality of finish and workmanship. The subtle and pleasing innovations that distinguish such Garment from the ordinary is the result of exclusive and first hand information from the fashion centres-London, Paris, and Berlin. bbox=[19, 1048, 146, 1117]
notes-body-cont5: MR. SPEAKER WILLIS, of the New South Wales Legislative Assembly, has once more scored at the expense of the Government that elected him to the honourable office which he has, by his forcible assertion of his rights, made the office of an impartial chairman and not of a mere party instrument. It is satisfactory to observe that the Speaker is no longer a mere cipher, and that he can stand up to the majority in the interests of fair play. The scene in the Assembly yesterday, as reported in our cable messages, shows that Mr. Willis is a man who will not be brow-beaten by a Labour Government with a narrow majority. bbox=[594, 672, 733, 793]
local-body-cont4: Fosters calling forth the conditions under which military promises may be secured by the members, have been issued yesterday by the Commissioner of Defence, and it is understood that the new regulations will come into force at an early date. The Minister is anxious that the conditions should be made known as widely as possible throughout the Dominion. bbox=[744, 529, 873, 607]
london-lines bbox=[152, 1061, 279, 1169]
small-ad-body: By Special Appointment to His Excellency the Governor, Lord Islington. 21a LAMBTON QUAY. MOTOR-CAR SPECIALIST AND ENGINEER. Cars Overhauled: Cylinders Rebored, And Pistons Fitted to Any Make of Car. bbox=[19, 1159, 146, 1211]
column-3 bbox=[429, 38, 589, 1628]
list-item: "STUART," manufactured by the Star Engineering Co., Wolverhampton. bbox=[19, 885, 229, 894]
death-heading: DEATH. bbox=[491, 163, 526, 174]
parcels-body: WE ship regularly Parcels and Goods to Melbourne every Thursday; Sydney and S. Africa every Friday. THE COLONIAL CARRYING CO. OF N.Z. LIMITED, 107-109 Customhouse Quay. AGENTS EVERYWHERE. bbox=[289, 914, 423, 966]
local-heading: LOCAL AND GENERAL. bbox=[751, 41, 866, 52]
local-body-cont: Even the nutty little badge of the Overseas Club is not immune from the possibilities of abuse. The visiting organiser (Mr. E. Wrench) referred on Monday evening at Auckland to an incident which took place at a certain public gathering. During the voyage of a passenger steamer from South Africa to England, a lady wearer of the badge was approached with a request for assistance. bbox=[744, 271, 873, 357]
